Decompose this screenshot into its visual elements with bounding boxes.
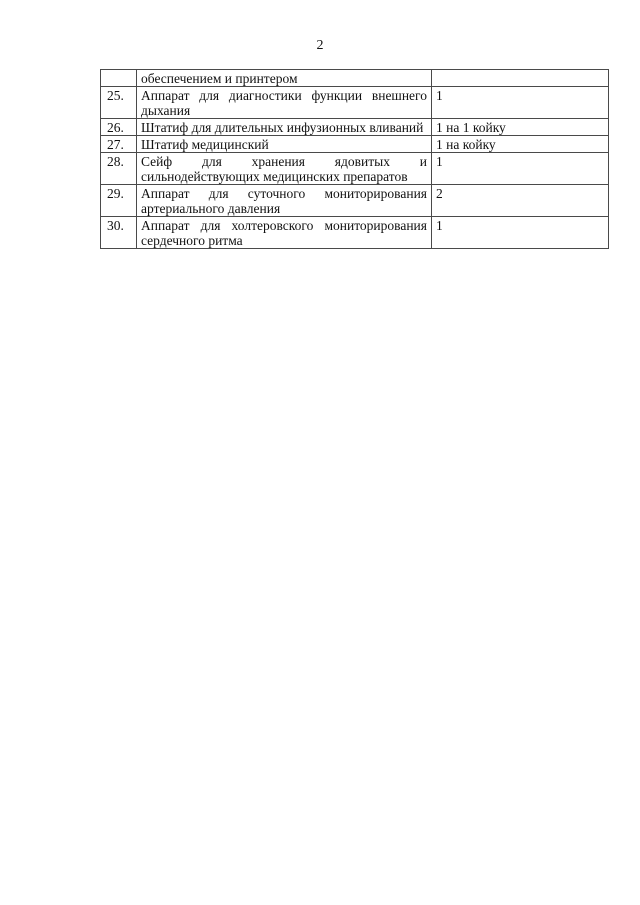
row-number: 27. [101,136,137,153]
row-number: 25. [101,87,137,119]
equipment-name: Штатиф медицинский [137,136,432,153]
equipment-quantity: 1 [432,217,609,249]
table-row [101,70,609,87]
equipment-table [100,69,609,249]
page-number: 2 [316,38,324,53]
row-number [101,70,137,87]
row-number: 30. [101,217,137,249]
table-row [101,217,609,249]
row-number: 26. [101,119,137,136]
table-row [101,185,609,217]
equipment-name: Аппарат для суточного мониторирования артериального давления [137,185,432,217]
equipment-name: обеспечением и принтером [137,70,432,87]
equipment-quantity: 1 [432,153,609,185]
table-row [101,136,609,153]
equipment-name: Сейф для хранения ядовитых и сильнодействующих медицинских препаратов [137,153,432,185]
equipment-name: Аппарат для диагностики функции внешнего дыхания [137,87,432,119]
equipment-quantity: 1 [432,87,609,119]
row-number: 28. [101,153,137,185]
equipment-quantity [432,70,609,87]
equipment-quantity: 2 [432,185,609,217]
table-row [101,87,609,119]
equipment-quantity: 1 на 1 койку [432,119,609,136]
row-number: 29. [101,185,137,217]
table-row [101,153,609,185]
table-row [101,119,609,136]
equipment-quantity: 1 на койку [432,136,609,153]
equipment-name: Штатиф для длительных инфузионных вливаний [137,119,432,136]
equipment-name: Аппарат для холтеровского мониторирования сердечного ритма [137,217,432,249]
